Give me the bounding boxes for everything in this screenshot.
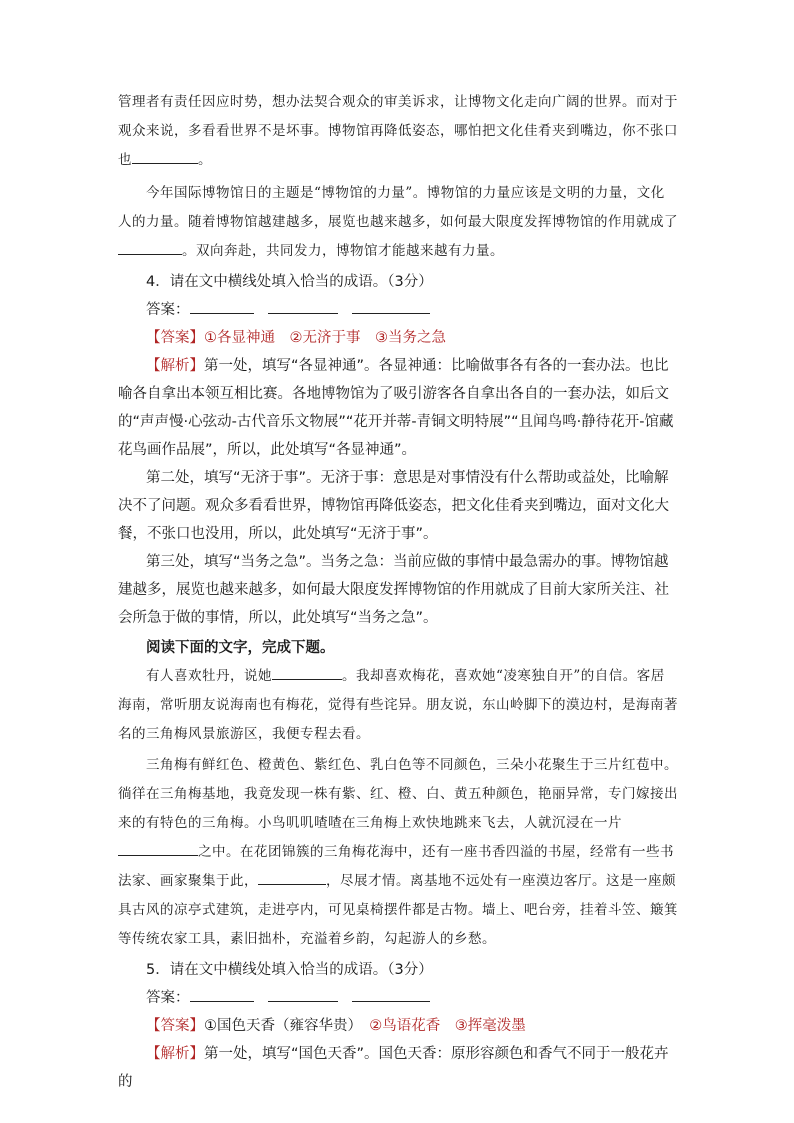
passage1-text: 管理者有责任因应时势，想办法契合观众的审美诉求，让博物文化走向广阔的世界。而对于观众来说，多看看世界不是坏事。博物馆再降低姿态，哪怕把文化佳肴夹到嘴边，你不张口也: [118, 94, 678, 168]
passage2-text: 。我却喜欢梅花，喜欢她“凌寒独自开”的自信。客居海南，常听朋友说海南也有梅花，觉得有些诧异。朋友说，东山岭脚下的漠边村，是海南著名的三角梅风景旅游区，我便专程去看。: [118, 668, 678, 742]
answer-text: ②鸟语花香 ③挥毫泼墨: [354, 1018, 526, 1034]
passage2-text: 三角梅有鲜红色、橙黄色、紫红色、乳白色等不同颜色，三朵小花聚生于三片红苞中。徜徉在三角梅基地，我竟发现一株有紫、红、橙、白、黄五种颜色，艳丽异常，专门嫁接出来的有特色的三角梅。小鸟叽叽喳喳在三角梅上欢快地跳来飞去，人就沉浸在一片: [118, 757, 678, 831]
q5-question: 5．请在文中横线处填入恰当的成语。（3分）: [146, 962, 433, 978]
answer-blank: [268, 298, 338, 314]
answer-blank: [190, 986, 254, 1002]
document-content: [118, 88, 678, 1096]
answer-prompt: 答案：: [146, 990, 190, 1006]
section-heading: 阅读下面的文字，完成下题。: [146, 640, 335, 656]
passage2-text: 之中。在花团锦簇的三角梅花海中，还有一座书香四溢的书屋，经常有一些书法家、画家聚集于此，: [118, 844, 674, 889]
answer-blank: [352, 298, 430, 314]
q4-answer: [118, 324, 678, 352]
fill-blank: [132, 148, 198, 164]
passage2-paragraph-1: [118, 662, 678, 749]
passage1-text: 今年国际博物馆日的主题是“博物馆的力量”。博物馆的力量应该是文明的力量，文化人的力量。随着博物馆越建越多，展览也越来越多，如何最大限度发挥博物馆的作用就成了: [118, 185, 678, 230]
passage1-paragraph-2: [118, 179, 678, 266]
answer-blank: [352, 986, 430, 1002]
q5-analysis-1: [118, 1040, 678, 1096]
analysis-text: 第一处，填写“国色天香”。国色天香：原形容颜色和香气不同于一般花卉的: [118, 1046, 669, 1090]
q4-answer-line: [118, 296, 678, 324]
answer-blank: [190, 298, 254, 314]
q4-question: 4．请在文中横线处填入恰当的成语。（3分）: [146, 274, 433, 290]
answer-tag: 【答案】: [146, 1018, 204, 1034]
fill-blank: [272, 664, 342, 680]
analysis-text: 第一处，填写“各显神通”。各显神通：比喻做事各有各的一套办法。也比喻各自拿出本领互相比赛。各地博物馆为了吸引游客各自拿出各自的一套办法，如后文的“声声慢·心弦动-古代音乐文物展”“花开并蒂-青铜文明特展”“且闻鸟鸣·静待花开-馆藏花鸟画作品展”，所以，此处填写“各显神通”。: [118, 358, 674, 458]
answer-tag: 【答案】: [146, 330, 204, 346]
answer-text: ①国色天香（雍容华贵）: [204, 1018, 355, 1034]
fill-blank: [118, 840, 198, 856]
passage1-paragraph-1: [118, 88, 678, 175]
analysis-tag: 【解析】: [146, 1046, 204, 1062]
passage2-text: 有人喜欢牡丹，说她: [146, 668, 272, 684]
passage1-text: 。双向奔赴，共同发力，博物馆才能越来越有力量。: [182, 243, 504, 259]
q5-answer: [118, 1012, 678, 1040]
passage2-paragraph-2: [118, 751, 678, 954]
answer-prompt: 答案：: [146, 302, 190, 318]
answer-blank: [268, 986, 338, 1002]
passage1-text: 。: [198, 152, 212, 168]
q4-analysis-3: 第三处，填写“当务之急”。当务之急：当前应做的事情中最急需办的事。博物馆越建越多，展览也越来越多，如何最大限度发挥博物馆的作用就成了目前大家所关注、社会所急于做的事情，所以，此处填写“当务之急”。: [118, 554, 669, 626]
passage2-text: ，尽展才情。离基地不远处有一座漠边客厅。这是一座颇具古风的凉亭式建筑，走进亭内，可见桌椅摆件都是古物。墙上、吧台旁，挂着斗笠、簸箕等传统农家工具，素旧拙朴，充溢着乡韵，勾起游人的乡愁。: [118, 873, 678, 947]
q4-analysis-1: [118, 352, 678, 464]
q4-analysis-2: 第二处，填写“无济于事”。无济于事：意思是对事情没有什么帮助或益处，比喻解决不了问题。观众多看看世界，博物馆再降低姿态，把文化佳肴夹到嘴边，面对文化大餐，不张口也没用，所以，此处填写“无济于事”。: [118, 470, 669, 542]
analysis-tag: 【解析】: [146, 358, 204, 374]
fill-blank: [258, 869, 326, 885]
q5-answer-line: [118, 984, 678, 1012]
answer-text: ①各显神通 ②无济于事 ③当务之急: [204, 330, 446, 346]
fill-blank: [118, 239, 182, 255]
